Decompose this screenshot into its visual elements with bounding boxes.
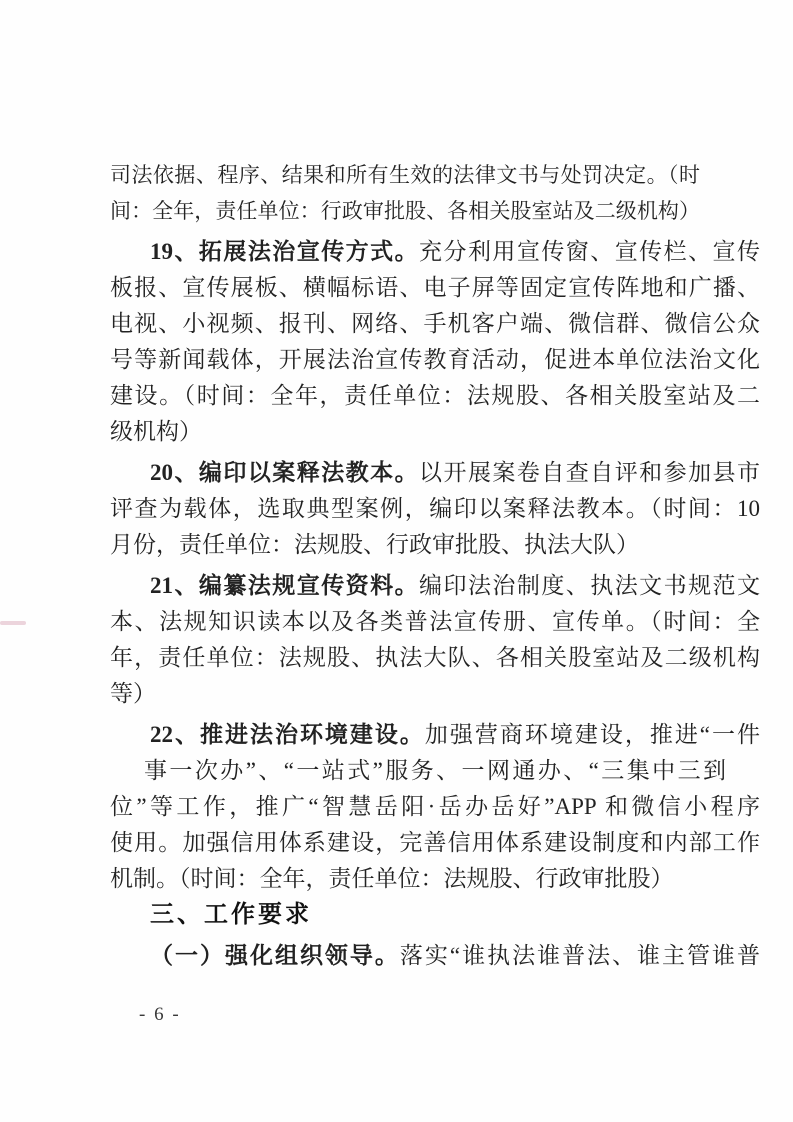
text-segment: 建设。（时间：全年，责任单位：法规股、各相关股室站及二 [110, 383, 760, 408]
text-line [110, 234, 760, 270]
text-line [110, 270, 760, 306]
text-line [110, 825, 760, 861]
item-title-segment: 20、编印以案释法教本。 [150, 460, 420, 485]
text-line [110, 861, 760, 897]
text-segment: 本、法规知识读本以及各类普法宣传册、宣传单。（时间：全 [110, 609, 760, 634]
text-segment: 评查为载体，选取典型案例，编印以案释法教本。（时间：10 [110, 496, 760, 521]
text-segment: 号等新闻载体，开展法治宣传教育活动，促进本单位法治文化 [110, 347, 760, 372]
text-segment: 电视、小视频、报刊、网络、手机客户端、微信群、微信公众 [110, 311, 760, 336]
text-segment: 落实“谁执法谁普法、谁主管谁普 [399, 943, 761, 968]
item-title-segment: （一）强化组织领导。 [150, 943, 400, 968]
text-segment: 板报、宣传展板、横幅标语、电子屏等固定宣传阵地和广播、 [110, 275, 760, 300]
text-line [110, 676, 760, 712]
text-line [110, 789, 760, 825]
text-line [110, 717, 760, 753]
item-title-segment: 21、编纂法规宣传资料。 [150, 573, 420, 598]
text-line [110, 378, 760, 414]
text-segment: 位”等工作，推广“智慧岳阳·岳办岳好”APP 和微信小程序 [110, 794, 760, 819]
item-title-segment: 19、拓展法治宣传方式。 [150, 239, 420, 264]
text-line [110, 157, 700, 193]
text-line [110, 640, 760, 676]
text-line [110, 193, 700, 229]
text-segment: 编印法治制度、执法文书规范文 [419, 573, 761, 598]
text-segment: 年，责任单位：法规股、执法大队、各相关股室站及二级机构 [110, 645, 760, 670]
text-line [110, 938, 760, 974]
text-line [110, 604, 760, 640]
text-segment: 司法依据、程序、结果和所有生效的法律文书与处罚决定。（时 [110, 163, 700, 187]
text-segment: 月份，责任单位：法规股、行政审批股、执法大队） [110, 532, 639, 557]
section-heading-segment: 三、工作要求 [150, 901, 312, 928]
text-line [110, 342, 760, 378]
text-segment: 加强营商环境建设，推进“一件 [424, 722, 760, 747]
text-segment: 充分利用宣传窗、宣传栏、宣传 [419, 239, 761, 264]
text-line [110, 306, 760, 342]
text-line [110, 897, 760, 933]
text-segment: 等） [110, 681, 156, 706]
scan-artifact-mark [0, 621, 26, 625]
item-title-segment: 22、推进法治环境建设。 [150, 722, 425, 747]
text-line [110, 568, 760, 604]
text-line [110, 753, 726, 789]
text-line [110, 455, 760, 491]
text-line [110, 414, 760, 450]
page-number: - 6 - [139, 1004, 181, 1025]
text-line [110, 491, 760, 527]
text-segment: 机制。（时间：全年，责任单位：法规股、行政审批股） [110, 866, 674, 891]
text-line [110, 527, 760, 563]
text-segment: 间：全年，责任单位：行政审批股、各相关股室站及二级机构） [110, 199, 700, 223]
text-segment: 以开展案卷自查自评和参加县市 [419, 460, 761, 485]
text-segment: 事一次办”、“一站式”服务、一网通办、“三集中三到 [144, 758, 726, 783]
text-segment: 使用。加强信用体系建设，完善信用体系建设制度和内部工作 [110, 830, 760, 855]
text-segment: 级机构） [110, 419, 202, 444]
document-body [110, 157, 760, 974]
